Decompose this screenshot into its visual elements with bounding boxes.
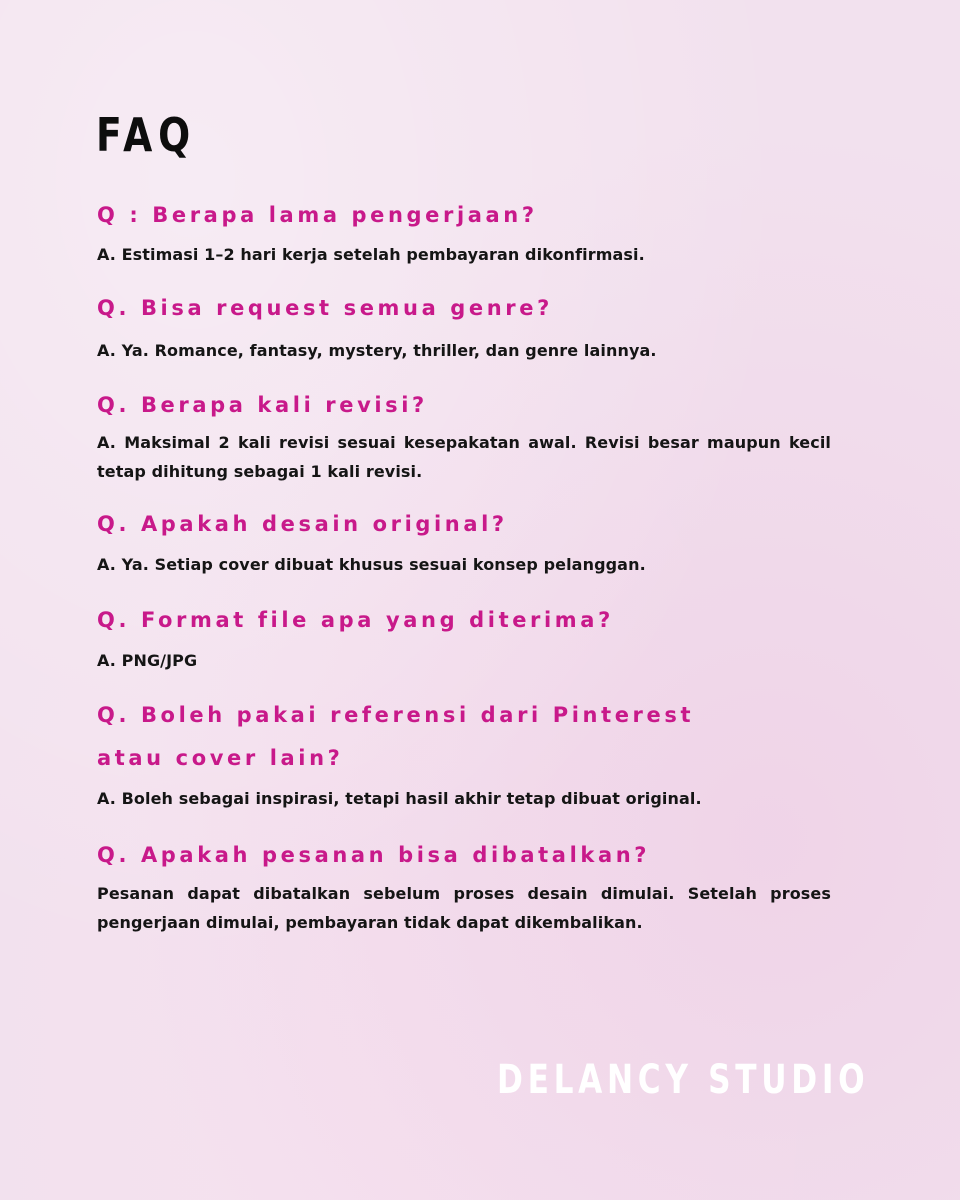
faq-question-7: Q. Apakah pesanan bisa dibatalkan? [97, 843, 651, 867]
faq-question-1: Q : Berapa lama pengerjaan? [97, 203, 538, 227]
faq-question-5: Q. Format file apa yang diterima? [97, 608, 614, 632]
faq-answer-3: A. Maksimal 2 kali revisi sesuai kesepakatan awal. Revisi besar maupun kecil tetap dihitung sebagai 1 kali revisi. [97, 433, 831, 481]
brand-name: DELANCY STUDIO [497, 1057, 870, 1103]
faq-question-3: Q. Berapa kali revisi? [97, 393, 428, 417]
faq-question-4: Q. Apakah desain original? [97, 512, 508, 536]
faq-answer-5: A. PNG/JPG [97, 651, 198, 670]
faq-question-6-line-1: Q. Boleh pakai referensi dari Pinterest [97, 703, 695, 727]
faq-answer-4: A. Ya. Setiap cover dibuat khusus sesuai konsep pelanggan. [97, 555, 646, 574]
faq-answer-6: A. Boleh sebagai inspirasi, tetapi hasil akhir tetap dibuat original. [97, 789, 702, 808]
faq-answer-7: Pesanan dapat dibatalkan sebelum proses desain dimulai. Setelah proses pengerjaan dimulai, pembayaran tidak dapat dikembalikan. [97, 884, 831, 932]
faq-answer-1: A. Estimasi 1–2 hari kerja setelah pembayaran dikonfirmasi. [97, 245, 645, 264]
faq-question-6-line-2: atau cover lain? [97, 746, 344, 770]
faq-question-2: Q. Bisa request semua genre? [97, 296, 553, 320]
faq-answer-2: A. Ya. Romance, fantasy, mystery, thriller, dan genre lainnya. [97, 341, 657, 360]
page-title: FAQ [96, 108, 196, 162]
